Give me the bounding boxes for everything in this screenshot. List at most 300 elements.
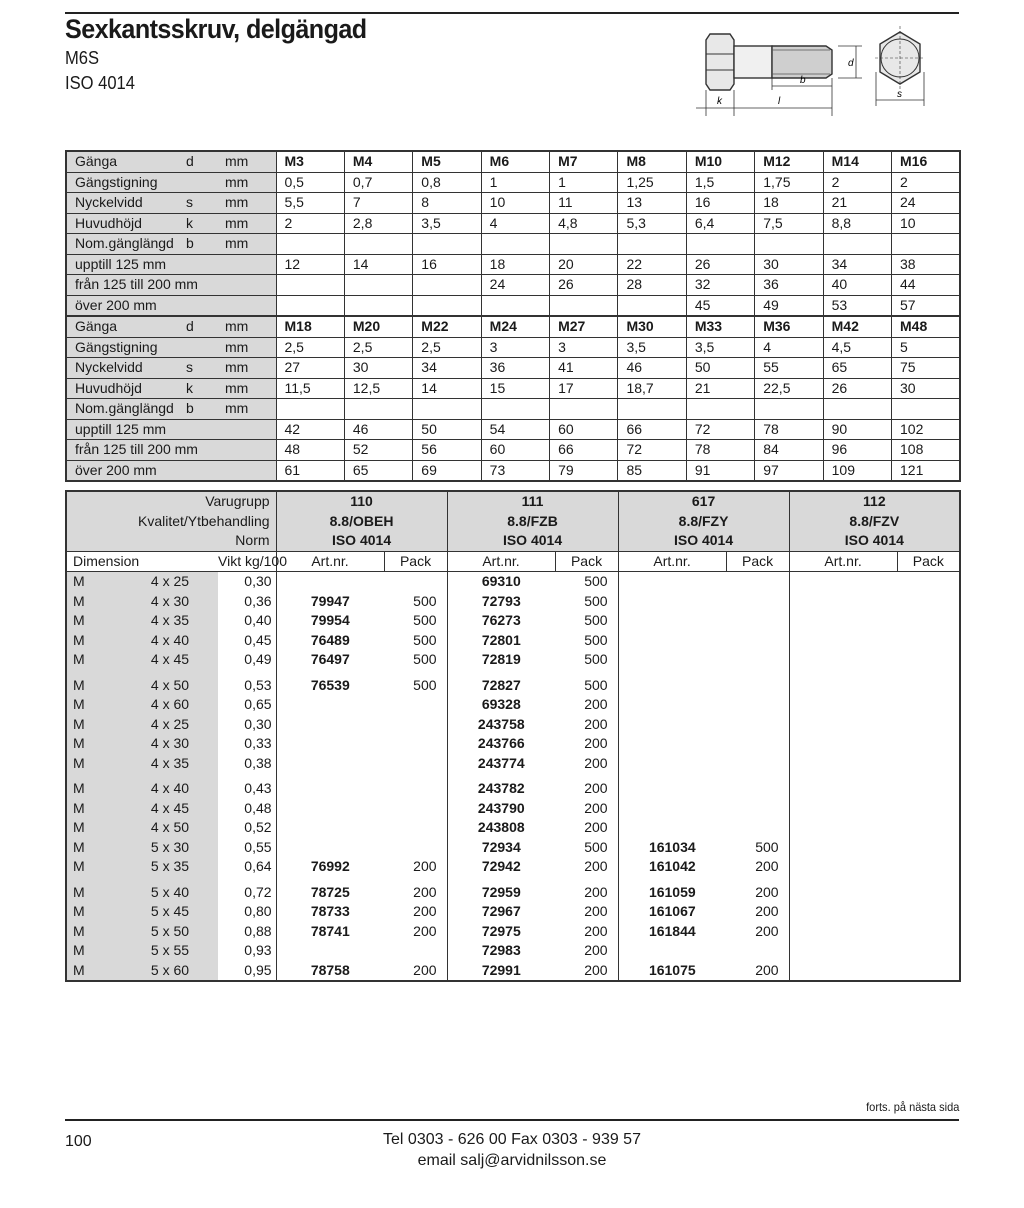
spec-value-cell: 102 (892, 419, 960, 440)
spec-value-cell: 1 (550, 172, 618, 193)
spec-value-cell: 14 (344, 254, 412, 275)
spec-value-cell: 72 (618, 440, 686, 461)
thread-size-header: M36 (755, 316, 823, 337)
pack-size (726, 754, 789, 774)
dimension-size: 5 x 50 (122, 922, 218, 942)
weight-value: 0,93 (244, 942, 272, 959)
dimension-size: 4 x 60 (122, 695, 218, 715)
spec-value-cell: 1,75 (755, 172, 823, 193)
spec-row (66, 337, 960, 358)
article-number (618, 715, 726, 735)
pack-size (726, 773, 789, 799)
pack-size: 500 (584, 676, 608, 693)
pack-size: 200 (755, 903, 779, 920)
spec-value-cell (413, 295, 481, 316)
spec-value-cell (618, 295, 686, 316)
spec-value-cell: 2 (892, 172, 960, 193)
spec-value-cell: 41 (550, 358, 618, 379)
spec-value-cell: 40 (823, 275, 891, 296)
article-number (618, 799, 726, 819)
spec-value-cell (618, 399, 686, 420)
article-number: 72967 (447, 902, 555, 922)
dimension-prefix: M (66, 857, 122, 877)
spec-value-cell: 32 (686, 275, 754, 296)
spec-value-cell: 60 (481, 440, 549, 461)
artnr-header: Art.nr. (447, 551, 555, 572)
thread-size-header: M33 (686, 316, 754, 337)
label-b: b (800, 75, 806, 86)
article-number: 72975 (447, 922, 555, 942)
artnr-header: Art.nr. (276, 551, 384, 572)
article-number (276, 773, 384, 799)
article-number (789, 922, 897, 942)
dimension-prefix: M (66, 734, 122, 754)
thread-size-header: M16 (892, 151, 960, 172)
spec-unit: mm (225, 318, 249, 334)
spec-value-cell (481, 234, 549, 255)
spec-value-cell (413, 275, 481, 296)
pack-size (384, 799, 447, 819)
spec-value-cell: 15 (481, 378, 549, 399)
spec-value-cell: 26 (550, 275, 618, 296)
spec-value-cell: 84 (755, 440, 823, 461)
spec-value-cell (276, 295, 344, 316)
pack-size (897, 838, 960, 858)
article-number: 161075 (618, 961, 726, 982)
spec-value-cell: 38 (892, 254, 960, 275)
dimension-size: 4 x 45 (122, 650, 218, 670)
pack-size: 500 (413, 592, 437, 609)
spec-row (66, 193, 960, 214)
pack-size (726, 592, 789, 612)
article-number (276, 941, 384, 961)
spec-value-cell: 109 (823, 460, 891, 481)
spec-value-cell: 78 (755, 419, 823, 440)
label-l: l (778, 96, 781, 107)
spec-row-label (66, 440, 276, 461)
spec-property-name: upptill 125 mm (75, 420, 167, 437)
spec-row-label (66, 460, 276, 481)
bottom-rule (65, 1119, 959, 1121)
table-row (66, 572, 960, 592)
spec-value-cell: 72 (686, 419, 754, 440)
pack-size (897, 695, 960, 715)
table-row (66, 799, 960, 819)
spec-value-cell: 75 (892, 358, 960, 379)
spec-value-cell: 121 (892, 460, 960, 481)
table-row (66, 941, 960, 961)
article-number: 243766 (447, 734, 555, 754)
article-number (789, 961, 897, 982)
spec-property-name: över 200 mm (75, 296, 157, 313)
pack-size: 500 (584, 651, 608, 668)
pack-size (897, 902, 960, 922)
spec-symbol: b (186, 235, 194, 251)
spec-value-cell: 2 (823, 172, 891, 193)
dimension-prefix: M (66, 572, 122, 592)
dimension-size: 5 x 55 (122, 941, 218, 961)
spec-value-cell: 17 (550, 378, 618, 399)
label-d: d (848, 58, 854, 69)
spec-value-cell: 97 (755, 460, 823, 481)
spec-value-cell (344, 234, 412, 255)
norm-row (66, 531, 960, 551)
thread-size-header: M3 (276, 151, 344, 172)
spec-value-cell (892, 234, 960, 255)
group-111-code: 111 (447, 491, 618, 512)
pack-size (897, 715, 960, 735)
spec-property-name: Huvudhöjd (75, 379, 142, 396)
group-111-quality: 8.8/FZB (447, 512, 618, 532)
subtitle-norm: ISO 4014 (65, 73, 135, 93)
table-row (66, 838, 960, 858)
spec-value-cell: 91 (686, 460, 754, 481)
spec-value-cell: 50 (686, 358, 754, 379)
article-number: 72934 (447, 838, 555, 858)
article-number: 76489 (276, 631, 384, 651)
spec-value-cell: 1,25 (618, 172, 686, 193)
spec-property-name: upptill 125 mm (75, 255, 167, 272)
article-number (789, 650, 897, 670)
label-k: k (717, 96, 722, 107)
article-number: 243782 (447, 773, 555, 799)
pack-size (384, 838, 447, 858)
weight-value: 0,49 (244, 651, 272, 668)
article-number (789, 592, 897, 612)
spec-value-cell: 2,5 (413, 337, 481, 358)
pack-header: Pack (384, 551, 447, 572)
page-number: 100 (65, 1133, 92, 1150)
article-number (789, 818, 897, 838)
kvalitet-label: Kvalitet/Ytbehandling (66, 512, 276, 532)
spec-value-cell: 61 (276, 460, 344, 481)
weight-value: 0,95 (244, 961, 272, 978)
thread-size-header: M10 (686, 151, 754, 172)
spec-unit: mm (225, 153, 249, 169)
pack-size (726, 695, 789, 715)
spec-value-cell (413, 234, 481, 255)
spec-value-cell: 3,5 (686, 337, 754, 358)
spec-value-cell: 66 (550, 440, 618, 461)
spec-value-cell (344, 399, 412, 420)
pack-size: 200 (755, 858, 779, 875)
article-number (789, 799, 897, 819)
table-row (66, 734, 960, 754)
article-number (276, 838, 384, 858)
spec-value-cell: 8 (413, 193, 481, 214)
spec-value-cell: 42 (276, 419, 344, 440)
spec-unit: mm (225, 400, 249, 416)
pack-size: 200 (584, 696, 608, 713)
dimension-prefix: M (66, 592, 122, 612)
article-number: 161844 (618, 922, 726, 942)
article-number (789, 670, 897, 696)
article-number: 69310 (447, 572, 555, 592)
spec-value-cell: 60 (550, 419, 618, 440)
weight-value: 0,55 (244, 838, 272, 855)
spec-unit: mm (225, 235, 249, 251)
spec-row-label (66, 275, 276, 296)
continued-note: forts. på nästa sida (865, 1100, 959, 1114)
spec-value-cell: 5,5 (276, 193, 344, 214)
article-number (618, 631, 726, 651)
spec-unit: mm (225, 338, 249, 355)
spec-row (66, 316, 960, 337)
spec-value-cell: 4,8 (550, 213, 618, 234)
article-number: 72942 (447, 857, 555, 877)
group-row (66, 491, 960, 512)
thread-size-header: M5 (413, 151, 481, 172)
article-number: 78741 (276, 922, 384, 942)
spec-row-label (66, 378, 276, 399)
article-number: 79954 (276, 611, 384, 631)
spec-value-cell: 34 (413, 358, 481, 379)
spec-value-cell: 28 (618, 275, 686, 296)
dimension-prefix: M (66, 773, 122, 799)
article-number (789, 773, 897, 799)
dimension-size: 5 x 35 (122, 857, 218, 877)
spec-row (66, 254, 960, 275)
pack-size: 500 (413, 676, 437, 693)
pack-size (897, 592, 960, 612)
weight-value: 0,65 (244, 696, 272, 713)
spec-value-cell: 85 (618, 460, 686, 481)
pack-header: Pack (555, 551, 618, 572)
spec-value-cell: 78 (686, 440, 754, 461)
spec-row-label (66, 213, 276, 234)
spec-unit: mm (225, 379, 249, 396)
spec-value-cell (686, 234, 754, 255)
artnr-header: Art.nr. (789, 551, 897, 572)
spec-value-cell: 73 (481, 460, 549, 481)
spec-value-cell: 79 (550, 460, 618, 481)
spec-value-cell: 3,5 (618, 337, 686, 358)
article-number (618, 650, 726, 670)
group-112-norm: ISO 4014 (789, 531, 960, 551)
spec-symbol: s (186, 359, 193, 375)
spec-symbol: s (186, 194, 193, 210)
table-row (66, 631, 960, 651)
spec-value-cell (481, 295, 549, 316)
article-number (618, 592, 726, 612)
article-number (276, 715, 384, 735)
pack-size: 500 (584, 592, 608, 609)
group-110-norm: ISO 4014 (276, 531, 447, 551)
quality-row (66, 512, 960, 532)
pack-size: 200 (413, 883, 437, 900)
spec-unit: mm (225, 194, 249, 210)
pack-size (726, 799, 789, 819)
pack-size (384, 715, 447, 735)
article-number (789, 754, 897, 774)
spec-value-cell: 36 (755, 275, 823, 296)
spec-value-cell: 16 (413, 254, 481, 275)
spec-value-cell: 26 (823, 378, 891, 399)
spec-property-name: från 125 till 200 mm (75, 276, 198, 292)
group-110-code: 110 (276, 491, 447, 512)
weight-value: 0,80 (244, 903, 272, 920)
dimension-prefix: M (66, 961, 122, 982)
weight-value: 0,43 (244, 780, 272, 797)
article-number (789, 572, 897, 592)
spec-value-cell: 4,5 (823, 337, 891, 358)
pack-size (384, 818, 447, 838)
spec-value-cell: 2,8 (344, 213, 412, 234)
article-number: 72819 (447, 650, 555, 670)
dimension-size: 5 x 60 (122, 961, 218, 982)
group-617-quality: 8.8/FZY (618, 512, 789, 532)
spec-row (66, 419, 960, 440)
spec-property-name: Gänga (75, 153, 118, 169)
spec-value-cell (550, 234, 618, 255)
pack-size: 200 (584, 858, 608, 875)
pack-size (897, 611, 960, 631)
spec-value-cell (892, 399, 960, 420)
dimension-size: 5 x 40 (122, 877, 218, 903)
dimension-prefix: M (66, 941, 122, 961)
spec-symbol: b (186, 400, 194, 416)
article-number (276, 572, 384, 592)
group-112-quality: 8.8/FZV (789, 512, 960, 532)
spec-value-cell: 0,5 (276, 172, 344, 193)
thread-size-header: M6 (481, 151, 549, 172)
pack-size (384, 754, 447, 774)
dimension-prefix: M (66, 650, 122, 670)
pack-size: 200 (584, 819, 608, 836)
spec-row (66, 440, 960, 461)
spec-value-cell: 4 (481, 213, 549, 234)
pack-size (726, 650, 789, 670)
spec-property-name: över 200 mm (75, 461, 157, 478)
pack-size (897, 877, 960, 903)
article-number: 76539 (276, 670, 384, 696)
subtitle-m6s: M6S (65, 48, 100, 68)
article-number (618, 754, 726, 774)
spec-value-cell: 2,5 (344, 337, 412, 358)
spec-value-cell: 8,8 (823, 213, 891, 234)
spec-symbol: k (186, 379, 193, 396)
spec-value-cell: 12,5 (344, 378, 412, 399)
article-number (276, 695, 384, 715)
thread-size-header: M4 (344, 151, 412, 172)
weight-value: 0,64 (244, 858, 272, 875)
dimension-prefix: M (66, 922, 122, 942)
spec-value-cell: 5,3 (618, 213, 686, 234)
pack-size: 500 (413, 651, 437, 668)
article-number (789, 611, 897, 631)
pack-header: Pack (897, 551, 960, 572)
article-number: 243790 (447, 799, 555, 819)
pack-size (726, 631, 789, 651)
spec-value-cell (413, 399, 481, 420)
spec-value-cell: 44 (892, 275, 960, 296)
spec-value-cell (550, 399, 618, 420)
article-number: 78725 (276, 877, 384, 903)
spec-value-cell: 10 (892, 213, 960, 234)
spec-value-cell: 3 (550, 337, 618, 358)
spec-value-cell: 2,5 (276, 337, 344, 358)
spec-unit: mm (225, 359, 249, 375)
spec-value-cell: 12 (276, 254, 344, 275)
dimension-size: 4 x 25 (122, 572, 218, 592)
spec-row-label (66, 151, 276, 172)
spec-value-cell (344, 275, 412, 296)
article-number (618, 572, 726, 592)
pack-size: 200 (755, 961, 779, 978)
dimension-size: 4 x 35 (122, 611, 218, 631)
spec-value-cell (276, 399, 344, 420)
dimension-size: 5 x 45 (122, 902, 218, 922)
spec-value-cell: 16 (686, 193, 754, 214)
pack-size (897, 857, 960, 877)
spec-row-label (66, 172, 276, 193)
thread-size-header: M12 (755, 151, 823, 172)
article-number: 243808 (447, 818, 555, 838)
article-number (276, 754, 384, 774)
spec-value-cell: 49 (755, 295, 823, 316)
spec-value-cell: 108 (892, 440, 960, 461)
dimension-prefix: M (66, 902, 122, 922)
dimension-size: 4 x 25 (122, 715, 218, 735)
spec-value-cell (755, 399, 823, 420)
spec-row-label (66, 295, 276, 316)
spec-property-name: Nyckelvidd (75, 359, 143, 375)
article-number (618, 734, 726, 754)
spec-row (66, 358, 960, 379)
pack-size: 200 (584, 942, 608, 959)
dimension-prefix: M (66, 670, 122, 696)
contact-phone: Tel 0303 - 626 00 Fax 0303 - 939 57 (383, 1131, 641, 1148)
pack-size (726, 818, 789, 838)
dimension-prefix: M (66, 818, 122, 838)
spec-value-cell: 36 (481, 358, 549, 379)
spec-property-name: Nyckelvidd (75, 194, 143, 210)
spec-value-cell (686, 399, 754, 420)
spec-value-cell: 3,5 (413, 213, 481, 234)
table-row (66, 611, 960, 631)
pack-size (384, 695, 447, 715)
pack-size (897, 941, 960, 961)
article-number: 76992 (276, 857, 384, 877)
spec-value-cell: 46 (344, 419, 412, 440)
article-number (618, 611, 726, 631)
spec-row (66, 460, 960, 481)
pack-size (726, 670, 789, 696)
article-number: 72793 (447, 592, 555, 612)
spec-value-cell: 66 (618, 419, 686, 440)
spec-value-cell: 6,4 (686, 213, 754, 234)
weight-value: 0,72 (244, 883, 272, 900)
spec-row (66, 275, 960, 296)
thread-spec-table (65, 150, 961, 482)
table-row (66, 670, 960, 696)
group-617-code: 617 (618, 491, 789, 512)
article-number: 72801 (447, 631, 555, 651)
spec-value-cell: 65 (823, 358, 891, 379)
spec-row-label (66, 234, 276, 255)
pack-header: Pack (726, 551, 789, 572)
spec-row (66, 213, 960, 234)
pack-size (726, 734, 789, 754)
pack-size: 200 (584, 883, 608, 900)
spec-value-cell: 52 (344, 440, 412, 461)
article-number (618, 695, 726, 715)
spec-value-cell: 22 (618, 254, 686, 275)
dimension-size: 4 x 35 (122, 754, 218, 774)
spec-row-label (66, 337, 276, 358)
pack-size: 200 (584, 961, 608, 978)
spec-value-cell: 18,7 (618, 378, 686, 399)
